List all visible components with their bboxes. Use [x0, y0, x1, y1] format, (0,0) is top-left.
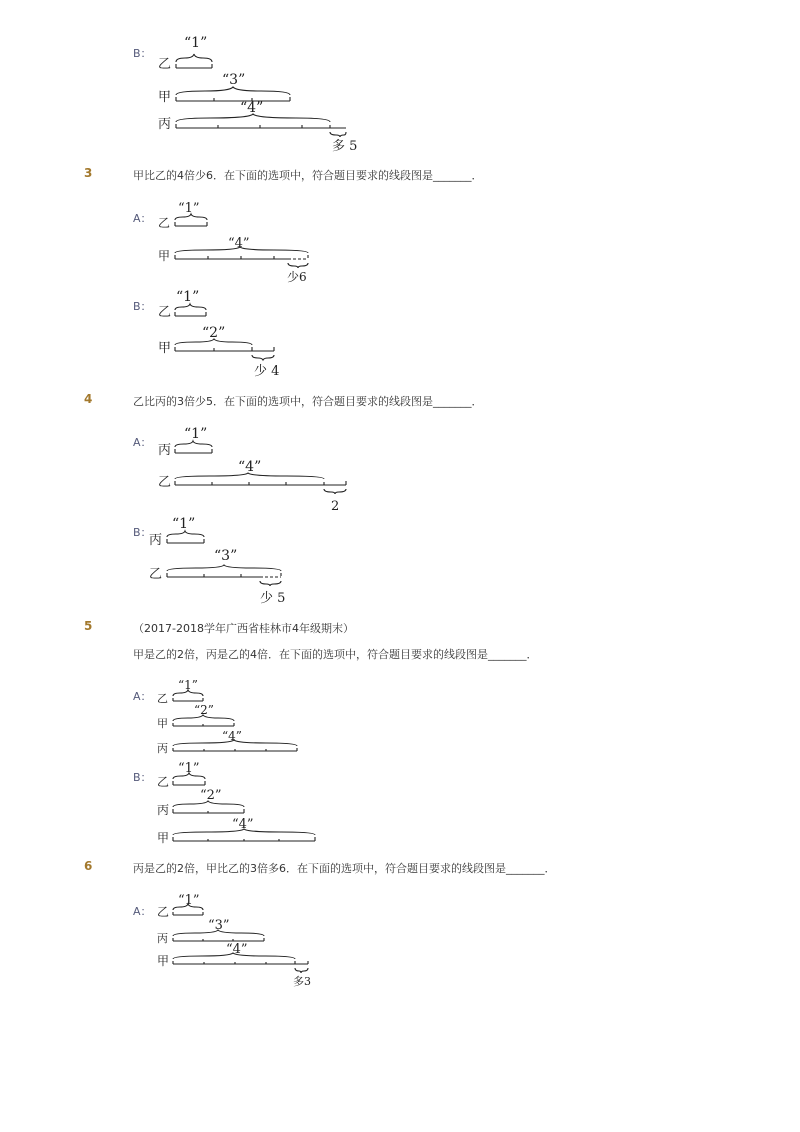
mark-bing: “2”: [200, 788, 222, 803]
mark-jia: “2”: [202, 325, 226, 341]
segment-diagram-q3-b: [150, 288, 350, 383]
segment-yi: [175, 222, 207, 226]
brace-jia: [176, 87, 290, 95]
question-source: （2017-2018学年广西省桂林市4年级期末）: [133, 622, 354, 635]
segment-bing: [173, 809, 244, 813]
brace-yi: [176, 54, 212, 62]
mark-jia: “2”: [194, 703, 214, 717]
mark-bing: “4”: [222, 729, 242, 743]
label-jia: 甲: [157, 831, 170, 845]
segment-yi: [175, 312, 206, 316]
segment-diagram-q3-a: [150, 200, 350, 290]
brace-extra: [324, 489, 346, 494]
option-a-label: A：: [133, 690, 152, 703]
mark-yi-unit: “1”: [178, 761, 200, 776]
label-yi: 乙: [157, 905, 170, 919]
brace-less: [288, 263, 308, 268]
segment-jia: [175, 255, 288, 259]
mark-yi-unit: “1”: [184, 35, 208, 51]
note-less: 少6: [287, 270, 307, 284]
brace-extra: [330, 132, 346, 137]
mark-yi-unit: “1”: [178, 678, 198, 692]
segment-diagram-q4-a: [150, 424, 370, 519]
brace-bing: [173, 740, 297, 746]
label-yi: 乙: [157, 775, 170, 789]
segment-diagram-q4-b: [146, 514, 346, 609]
label-yi: 乙: [157, 692, 168, 705]
note-extra: 2: [331, 499, 340, 514]
brace-less: [252, 355, 274, 360]
brace-bing: [173, 930, 264, 936]
segment-yi: [175, 481, 346, 485]
label-bing: 丙: [158, 117, 172, 132]
segment-yi: [176, 64, 212, 68]
segment-jia: [173, 961, 308, 964]
note-more: 多3: [293, 975, 311, 988]
mark-jia: “3”: [222, 72, 246, 88]
segment-diagram-q6-a: [152, 892, 342, 992]
brace-yi: [175, 473, 324, 479]
question-text: 丙是乙的2倍，甲比乙的3倍多6．在下面的选项中，符合题目要求的线段图是_______．: [133, 862, 556, 875]
option-b-label: B：: [133, 300, 152, 313]
brace-bing: [173, 801, 244, 807]
brace-yi: [167, 565, 281, 571]
label-bing: 丙: [157, 803, 170, 817]
label-yi: 乙: [158, 475, 172, 490]
segment-bing: [173, 748, 297, 751]
segment-diagram-q5-a: [152, 678, 332, 758]
label-jia: 甲: [158, 249, 171, 263]
segment-diagram-top-b: [150, 34, 370, 154]
segment-yi: [167, 573, 260, 577]
segment-jia: [175, 347, 274, 351]
label-yi: 乙: [158, 305, 172, 320]
label-yi: 乙: [149, 567, 163, 582]
mark-bing: “4”: [240, 100, 264, 116]
mark-yi-unit: “1”: [178, 201, 200, 216]
brace-less: [260, 581, 281, 586]
mark-bing-unit: “1”: [184, 426, 208, 442]
label-jia: 甲: [158, 341, 172, 356]
segment-jia: [176, 97, 290, 101]
mark-jia: “4”: [232, 817, 254, 832]
label-bing: 丙: [158, 443, 172, 458]
question-number: 6: [84, 859, 93, 873]
segment-yi: [173, 698, 203, 701]
segment-jia: [173, 837, 315, 841]
brace-jia: [173, 715, 234, 721]
question-number: 5: [84, 619, 93, 633]
label-bing: 丙: [149, 533, 163, 548]
option-b-label: B：: [133, 47, 152, 60]
label-bing: 丙: [157, 742, 168, 755]
segment-bing: [167, 539, 204, 543]
mark-yi: “3”: [214, 548, 238, 564]
option-b-label: B：: [133, 526, 152, 539]
label-yi: 乙: [158, 216, 171, 230]
note-less: 少 4: [254, 364, 280, 379]
segment-bing: [175, 449, 212, 453]
option-b-label: B：: [133, 771, 152, 784]
label-jia: 甲: [157, 954, 170, 968]
label-bing: 丙: [157, 932, 168, 945]
segment-yi: [173, 912, 203, 915]
mark-yi: “4”: [238, 459, 262, 475]
segment-bing: [176, 124, 346, 128]
question-text: 乙比丙的3倍少5．在下面的选项中，符合题目要求的线段图是_______．: [133, 395, 483, 408]
mark-bing: “3”: [208, 918, 230, 933]
mark-yi-unit: “1”: [178, 893, 200, 908]
label-yi: 乙: [158, 57, 172, 72]
option-a-label: A：: [133, 436, 152, 449]
note-less: 少 5: [260, 591, 286, 606]
mark-yi-unit: “1”: [176, 289, 200, 305]
question-number: 3: [84, 166, 93, 180]
question-number: 4: [84, 392, 93, 406]
label-jia: 甲: [158, 90, 172, 105]
segment-jia: [173, 723, 234, 726]
label-jia: 甲: [157, 717, 168, 730]
mark-bing-unit: “1”: [172, 516, 196, 532]
mark-jia: “4”: [226, 942, 248, 957]
option-a-label: A：: [133, 212, 152, 225]
question-text: 甲是乙的2倍，丙是乙的4倍．在下面的选项中，符合题目要求的线段图是_______．: [133, 648, 538, 661]
note-more: 多 5: [332, 139, 358, 154]
option-a-label: A：: [133, 905, 152, 918]
question-text: 甲比乙的4倍少6．在下面的选项中，符合题目要求的线段图是_______．: [133, 169, 483, 182]
segment-jia-dashed: [288, 255, 308, 259]
segment-yi: [173, 781, 205, 785]
mark-jia: “4”: [228, 236, 250, 251]
segment-bing: [173, 938, 264, 941]
segment-diagram-q5-b: [152, 759, 332, 849]
brace-jia: [175, 339, 252, 345]
brace-more: [295, 968, 308, 973]
segment-yi-dashed: [260, 573, 281, 577]
